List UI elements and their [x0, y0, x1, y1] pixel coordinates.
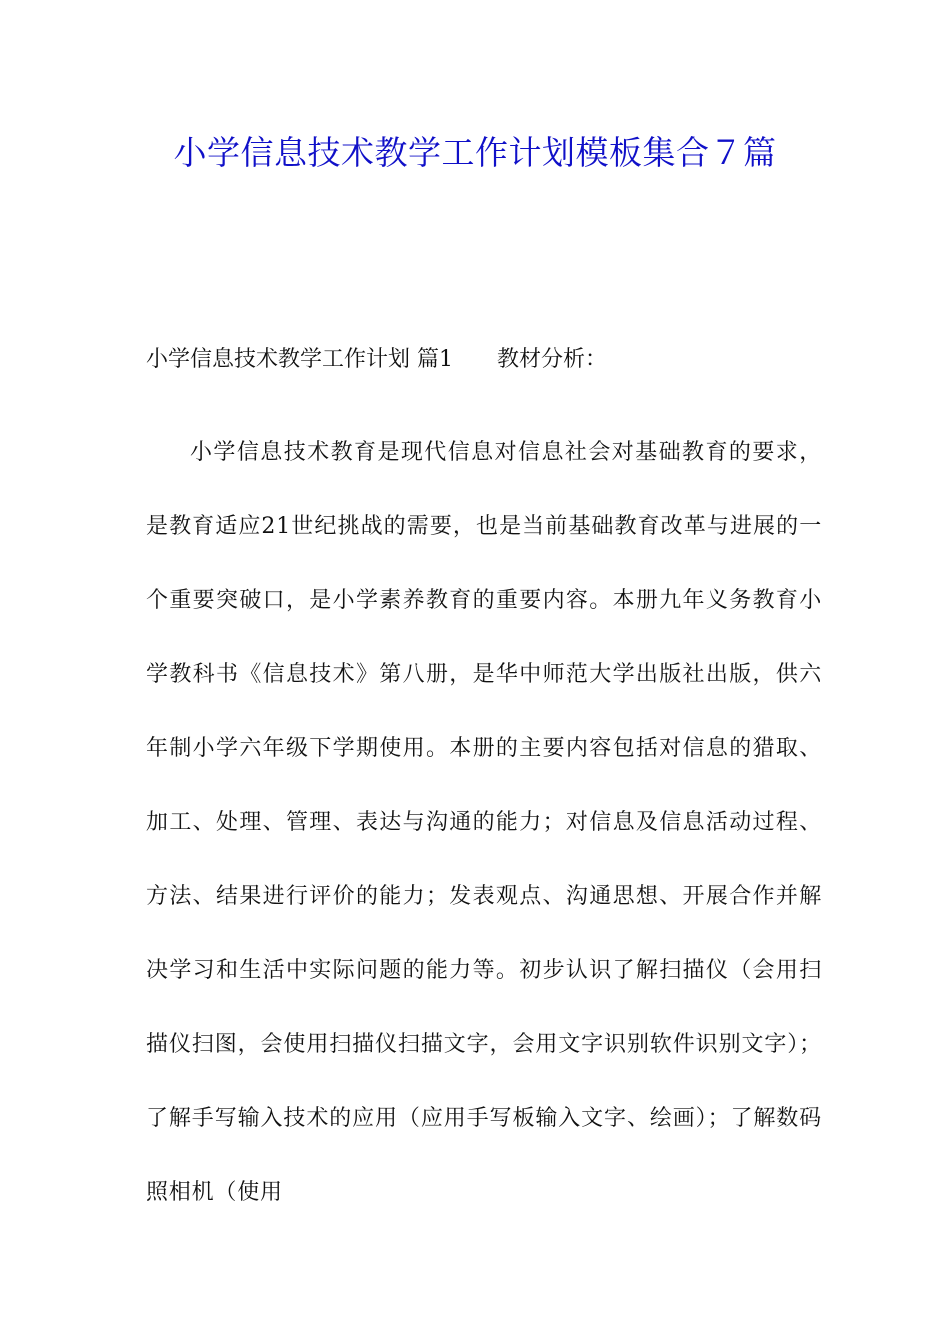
- body-paragraph: 小学信息技术教育是现代信息对信息社会对基础教育的要求，是教育适应21世纪挑战的需要，也是当前基础教育改革与进展的一个重要突破口，是小学素养教育的重要内容。本册九年义务教育小学教科书《信息技术》第八册，是华中师范大学出版社出版，供六年制小学六年级下学期使用。本册的主要内容包括对信息的猎取、加工、处理、管理、表达与沟通的能力；对信息及信息活动过程、方法、结果进行评价的能力；发表观点、沟通思想、开展合作并解决学习和生活中实际问题的能力等。初步认识了解扫描仪（会用扫描仪扫图，会使用扫描仪扫描文字，会用文字识别软件识别文字）；了解手写输入技术的应用（应用手写板输入文字、绘画）；了解数码照相机（使用: [146, 440, 822, 1205]
- section-subtitle: 教材分析：: [497, 347, 608, 372]
- section-part-title: 小学信息技术教学工作计划 篇1: [146, 347, 453, 372]
- document-title: 小学信息技术教学工作计划模板集合７篇: [173, 133, 777, 172]
- section-heading: [146, 340, 607, 380]
